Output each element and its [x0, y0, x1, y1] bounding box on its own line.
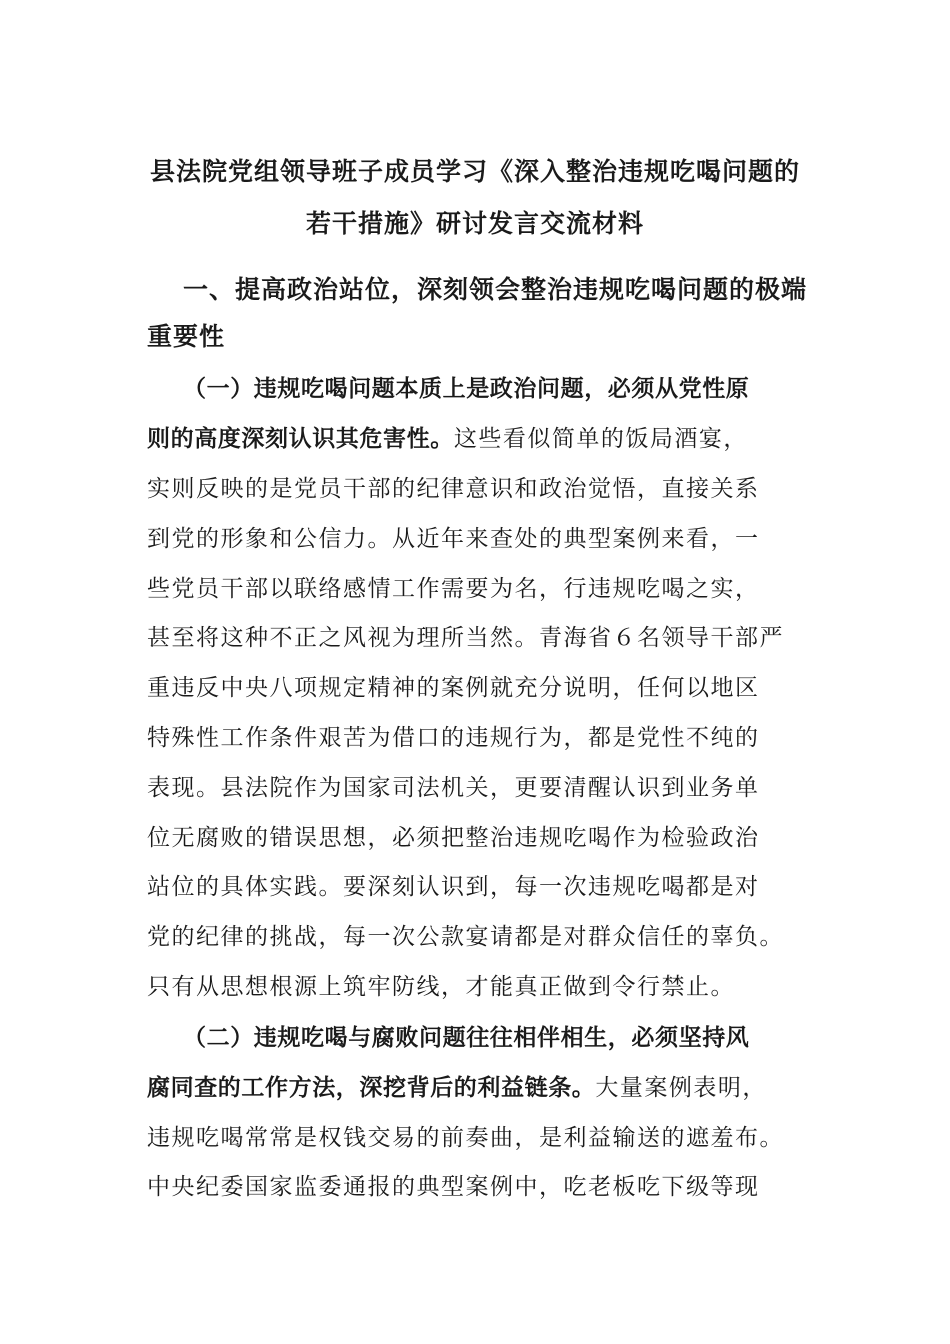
para-1-line-3: 到党的形象和公信力。从近年来查处的典型案例来看，一 [147, 526, 760, 552]
para-1-line-4: 些党员干部以联络感情工作需要为名，行违规吃喝之实， [147, 576, 760, 602]
subheading-2-line-1: （二）违规吃喝与腐败问题往往相伴相生，必须坚持风 [183, 1025, 750, 1051]
para-2-line-1-rest: 大量案例表明， [595, 1075, 767, 1101]
para-1-line-12: 只有从思想根源上筑牢防线，才能真正做到令行禁止。 [147, 974, 735, 1000]
para-1-line-6: 重违反中央八项规定精神的案例就充分说明，任何以地区 [147, 675, 760, 701]
para-1-line-1-rest: 这些看似简单的饭局酒宴， [453, 426, 748, 452]
section-heading-line-2: 重要性 [147, 322, 226, 351]
document-title-line-2: 若干措施》研讨发言交流材料 [305, 209, 644, 238]
subheading-1-line-2: 则的高度深刻认识其危害性。 [147, 426, 454, 452]
document-title-line-1: 县法院党组领导班子成员学习《深入整治违规吃喝问题的 [149, 157, 800, 186]
section-heading-line-1: 一、提高政治站位，深刻领会整治违规吃喝问题的极端 [183, 275, 808, 304]
para-1-line-9: 位无腐败的错误思想，必须把整治违规吃喝作为检验政治 [147, 825, 760, 851]
subheading-1-line-1: （一）违规吃喝问题本质上是政治问题，必须从党性原 [183, 376, 750, 402]
para-1-line-7: 特殊性工作条件艰苦为借口的违规行为，都是党性不纯的 [147, 725, 760, 751]
para-2-line-2: 违规吃喝常常是权钱交易的前奏曲，是利益输送的遮羞布。 [147, 1125, 784, 1151]
para-2-line-1 [147, 1073, 767, 1103]
para-2-line-3: 中央纪委国家监委通报的典型案例中，吃老板吃下级等现 [147, 1174, 760, 1200]
para-1-line-8: 表现。县法院作为国家司法机关，更要清醒认识到业务单 [147, 775, 760, 801]
para-1-line-11: 党的纪律的挑战，每一次公款宴请都是对群众信任的辜负。 [147, 924, 784, 950]
para-1-line-2: 实则反映的是党员干部的纪律意识和政治觉悟，直接关系 [147, 476, 760, 502]
para-1-line-10: 站位的具体实践。要深刻认识到，每一次违规吃喝都是对 [147, 874, 760, 900]
para-1-line-5: 甚至将这种不正之风视为理所当然。青海省６名领导干部严 [147, 625, 784, 651]
subheading-2-line-2: 腐同查的工作方法，深挖背后的利益链条。 [147, 1075, 596, 1101]
para-1-line-1 [147, 424, 748, 454]
